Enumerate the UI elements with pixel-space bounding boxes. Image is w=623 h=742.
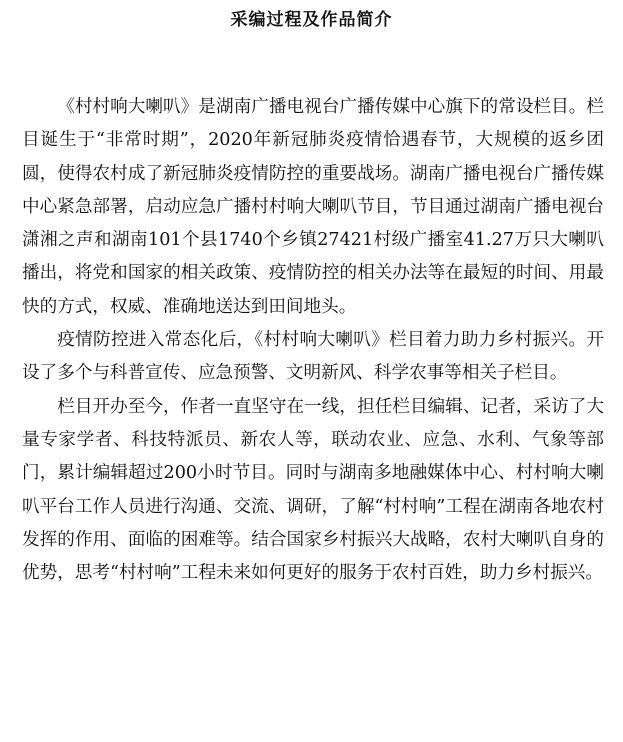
paragraph: 《村村响大喇叭》是湖南广播电视台广播传媒中心旗下的常设栏目。栏目诞生于“非常时期”，2020年新冠肺炎疫情恰遇春节，大规模的返乡团圆，使得农村成了新冠肺炎疫情防控的重要战场。湖南广播电视台广播传媒中心紧急部署，启动应急广播村村响大喇叭节目，节目通过湖南广播电视台潇湘之声和湖南101个县1740个乡镇27421村级广播室41.27万只大喇叭播出，将党和国家的相关政策、疫情防控的相关办法等在最短的时间、用最快的方式，权威、准确地送达到田间地头。 [22, 97, 604, 317]
paragraph: 栏目开办至今，作者一直坚守在一线，担任栏目编辑、记者，采访了大量专家学者、科技特派员、新农人等，联动农业、应急、水利、气象等部门，累计编辑超过200小时节目。同时与湖南多地融媒体中心、村村响大喇叭平台工作人员进行沟通、交流、调研，了解“村村响”工程在湖南各地农村发挥的作用、面临的困难等。结合国家乡村振兴大战略，农村大喇叭自身的优势，思考“村村响”工程未来如何更好的服务于农村百姓，助力乡村振兴。 [22, 396, 604, 584]
document-title: 采编过程及作品简介 [230, 10, 393, 30]
document-body [22, 91, 604, 590]
paragraph: 疫情防控进入常态化后，《村村响大喇叭》栏目着力助力乡村振兴。开设了多个与科普宣传、应急预警、文明新风、科学农事等相关子栏目。 [22, 330, 604, 384]
